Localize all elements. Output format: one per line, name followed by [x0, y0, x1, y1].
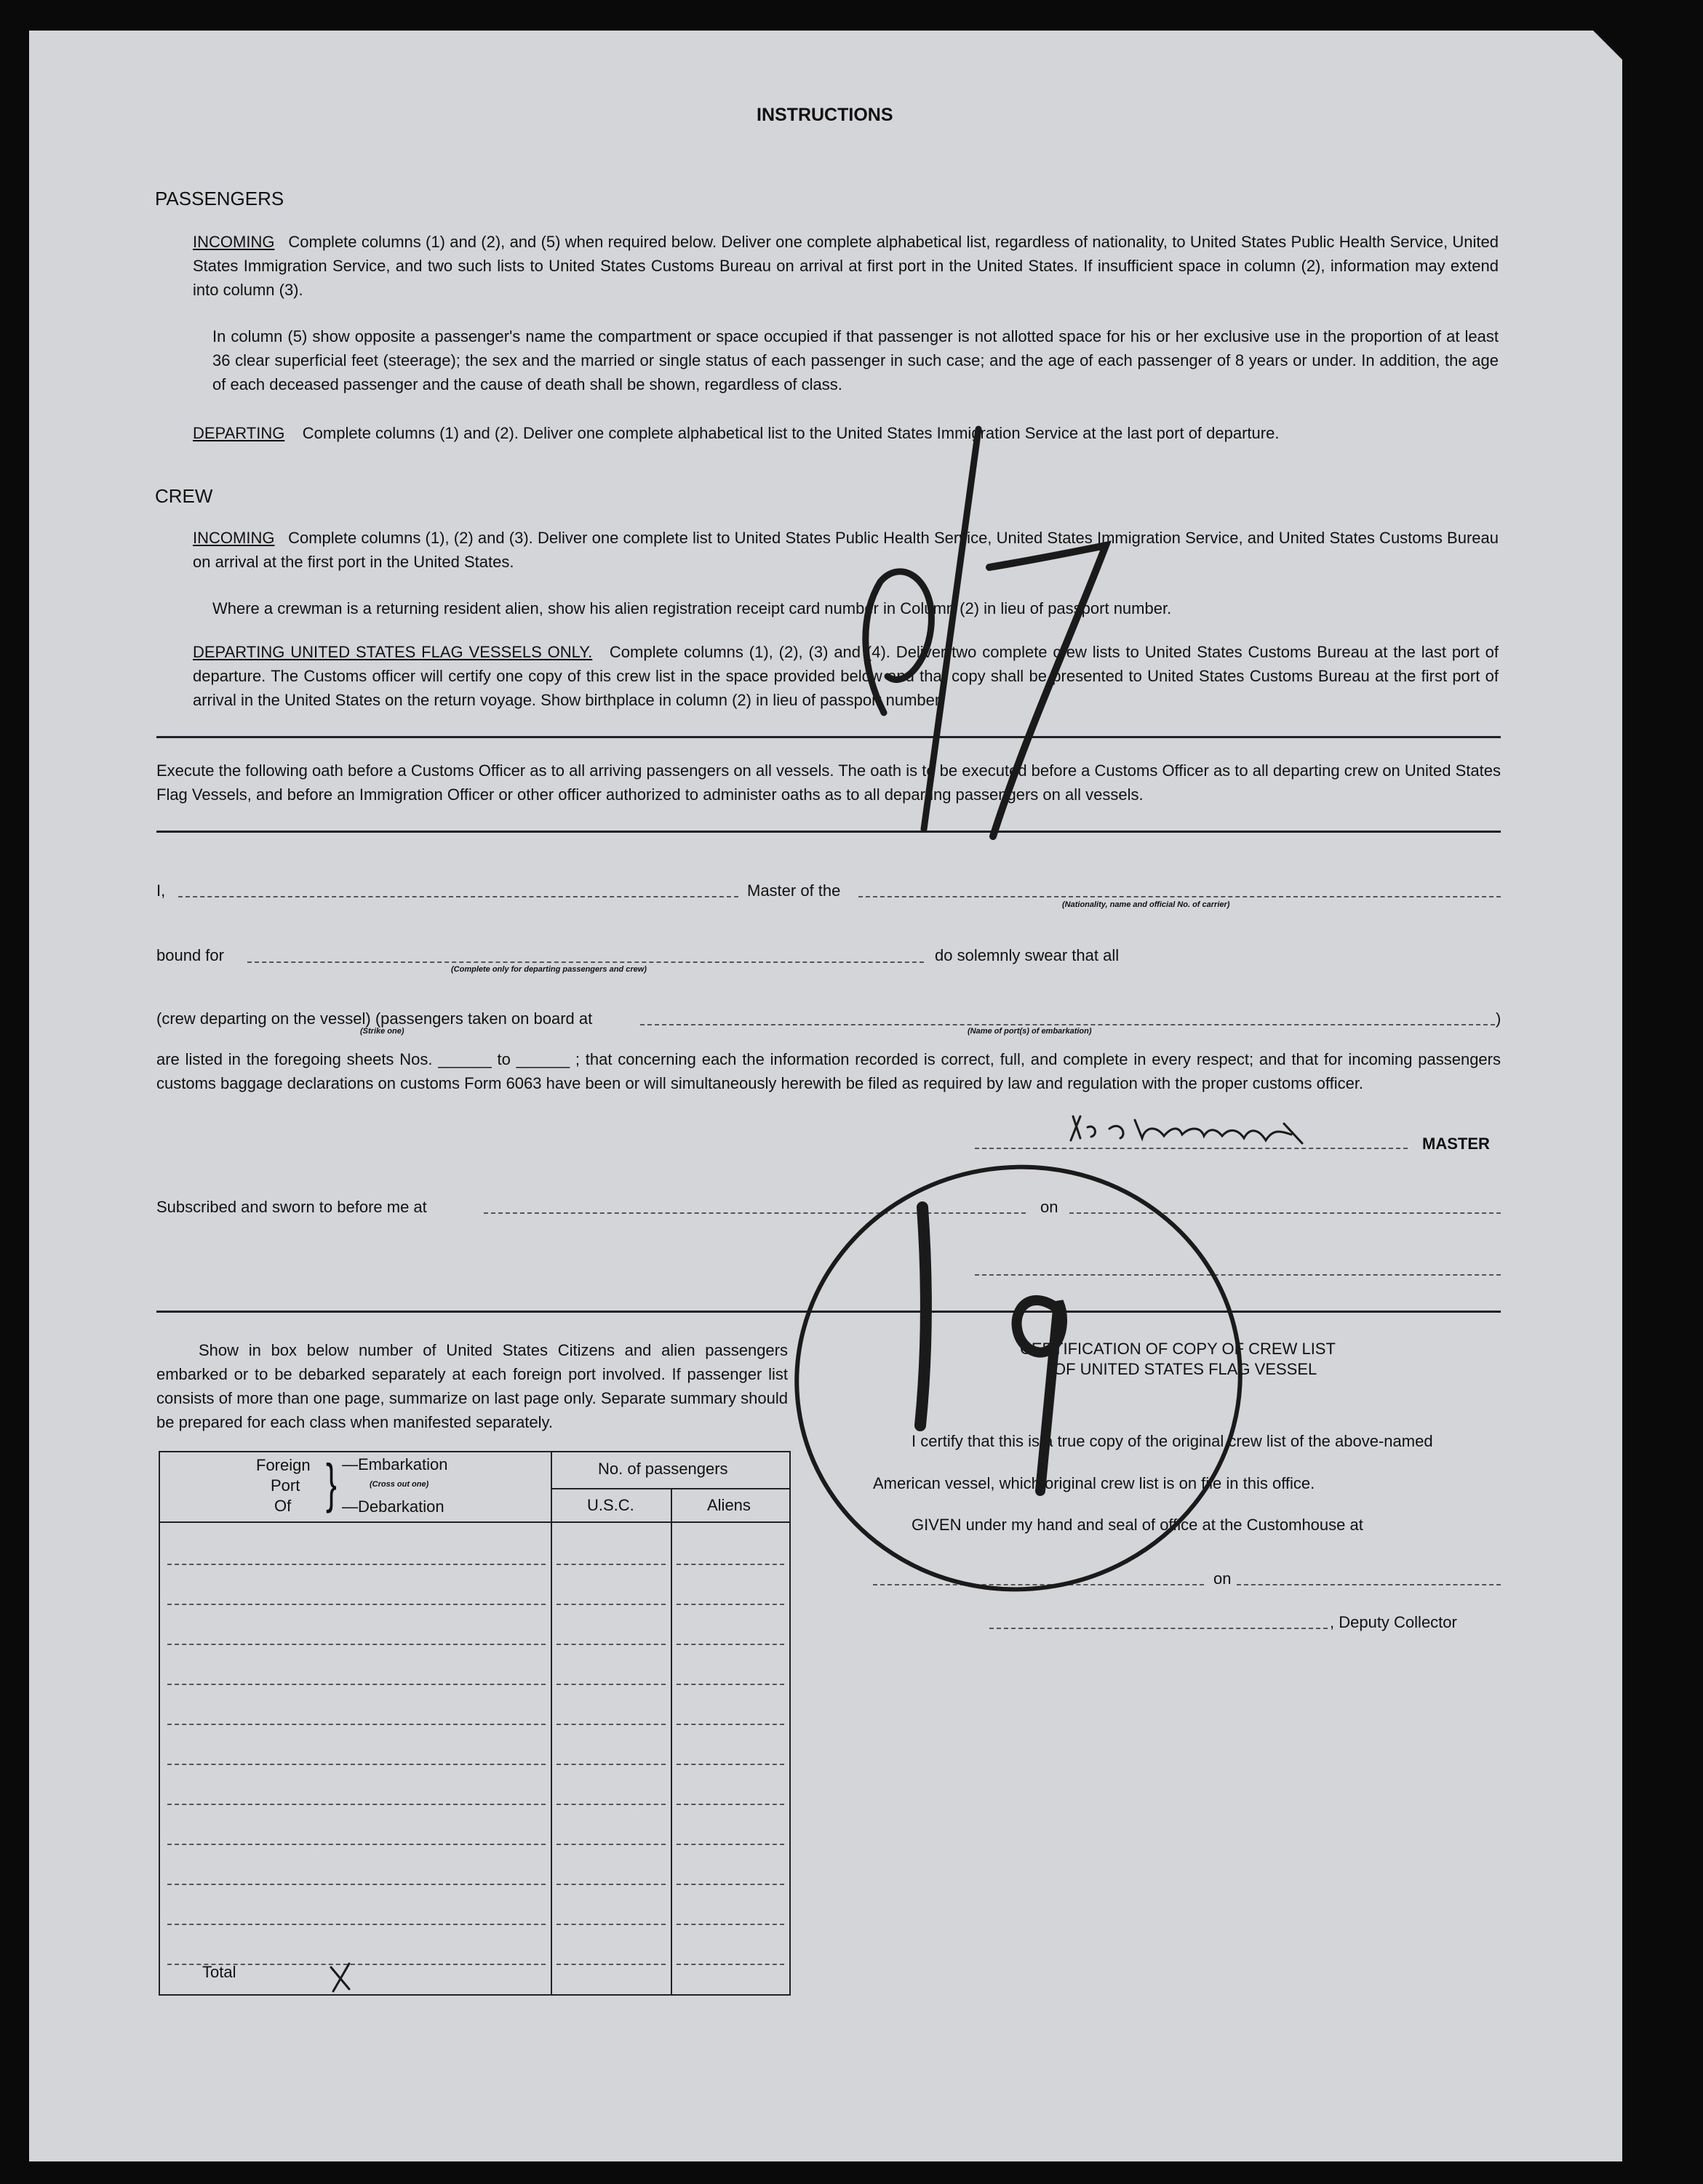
crew-departing-text: (crew departing on the vessel) (passengers taken on board at	[156, 1009, 593, 1028]
of-header: Of	[274, 1497, 292, 1515]
certification-line1: I certify that this is a true copy of the original crew list of the above-named	[912, 1432, 1433, 1450]
passengers-incoming-label: INCOMING	[193, 233, 275, 251]
nationality-note: (Nationality, name and official No. of carrier)	[1062, 900, 1230, 909]
cross-out-note: (Cross out one)	[370, 1480, 429, 1489]
usc-header: U.S.C.	[587, 1496, 634, 1514]
subscribed-on-label: on	[1040, 1198, 1058, 1216]
ports-note: (Name of port(s) of embarkation)	[968, 1027, 1092, 1036]
certification-line2: American vessel, which original crew list is on file in this office.	[873, 1474, 1315, 1492]
strike-one-note: (Strike one)	[360, 1027, 404, 1036]
oath-i-label: I,	[156, 881, 166, 900]
debarkation-label: —Debarkation	[342, 1497, 444, 1516]
total-label: Total	[202, 1963, 236, 1981]
subscribed-text: Subscribed and sworn to before me at	[156, 1198, 427, 1216]
master-of-label: Master of the	[747, 881, 841, 900]
crewman-paragraph: Where a crewman is a returning resident alien, show his alien registration receipt card number in Column (2) in lieu of passport number.	[212, 599, 1172, 617]
deputy-collector-label: , Deputy Collector	[1330, 1613, 1457, 1631]
oath-intro: Execute the following oath before a Customs Officer as to all arriving passengers on all vessels. The oath is to be executed before a Customs Officer as to all departing crew on United States Flag Vessels, and before an Immigration Officer or other officer authorized to administer oaths as to all departing passengers on all vessels.	[156, 761, 1501, 804]
listed-text: are listed in the foregoing sheets Nos. ______ to ______ ; that concerning each the information recorded is correct, full, and complete in every respect; and that for incoming passengers customs baggage declarations on customs Form 6063 have been or will simultaneously herewith be filed as required by law and regulation with the proper customs officer.	[156, 1050, 1501, 1092]
passengers-heading: PASSENGERS	[155, 188, 284, 209]
crew-heading: CREW	[155, 485, 213, 507]
swear-text: do solemnly swear that all	[935, 946, 1120, 964]
certification-title-line2: OF UNITED STATES FLAG VESSEL	[1053, 1360, 1317, 1378]
crew-incoming-text: Complete columns (1), (2) and (3). Deliver one complete list to United States Public Health Service, United States Immigration Service, and United States Customs Bureau on arrival at the first port in the United States.	[193, 529, 1499, 571]
passengers-departing-text: Complete columns (1) and (2). Deliver one complete alphabetical list to the United States Immigration Service at the last port of departure.	[302, 424, 1280, 442]
crew-departing-text: Complete columns (1), (2), (3) and (4). Deliver two complete crew lists to United States Customs Bureau at the last port of departure. The Customs officer will certify one copy of this crew list in the space provided below and that copy shall be presented to United States Customs Bureau at the first port of arrival in the United States on the return voyage. Show birthplace in column (2) in lieu of passport number.	[193, 643, 1499, 709]
embarkation-label: —Embarkation	[342, 1455, 448, 1473]
close-paren: )	[1496, 1009, 1501, 1028]
certification-on-label: on	[1213, 1569, 1232, 1588]
passengers-departing-label: DEPARTING	[193, 424, 285, 442]
summary-instructions: Show in box below number of United States Citizens and alien passengers embarked or to be debarked separately at each foreign port involved. If passenger list consists of more than one page, summarize on last page only. Separate summary should be prepared for each class when manifested separately.	[156, 1341, 788, 1431]
passengers-column5-paragraph: In column (5) show opposite a passenger's name the compartment or space occupied if that passenger is not allotted space for his or her exclusive use in the proportion of at least 36 clear superficial feet (steerage); the sex and the married or single status of each passenger in such case; and the age of each passenger of 8 years or under. In addition, the age of each deceased passenger and the cause of death shall be shown, regardless of class.	[212, 327, 1499, 393]
aliens-header: Aliens	[707, 1496, 751, 1514]
bound-note: (Complete only for departing passengers and crew)	[451, 965, 647, 974]
foreign-header: Foreign	[256, 1456, 311, 1474]
certification-title-line1: CERTIFICATION OF COPY OF CREW LIST	[1020, 1340, 1336, 1358]
brace-glyph: }	[325, 1453, 337, 1513]
master-label: MASTER	[1422, 1135, 1490, 1153]
bound-for-label: bound for	[156, 946, 224, 964]
no-passengers-header: No. of passengers	[598, 1460, 728, 1478]
page-title: INSTRUCTIONS	[757, 105, 893, 125]
certification-line3: GIVEN under my hand and seal of office at the Customhouse at	[912, 1516, 1363, 1534]
crew-departing-label: DEPARTING UNITED STATES FLAG VESSELS ONLY.	[193, 643, 593, 661]
crew-incoming-label: INCOMING	[193, 529, 275, 547]
port-header: Port	[271, 1476, 300, 1495]
passengers-incoming-text: Complete columns (1) and (2), and (5) when required below. Deliver one complete alphabetical list, regardless of nationality, to United States Public Health Service, United States Immigration Service, and two such lists to United States Customs Bureau on arrival at first port in the United States. If insufficient space in column (2), information may extend into column (3).	[193, 233, 1499, 299]
